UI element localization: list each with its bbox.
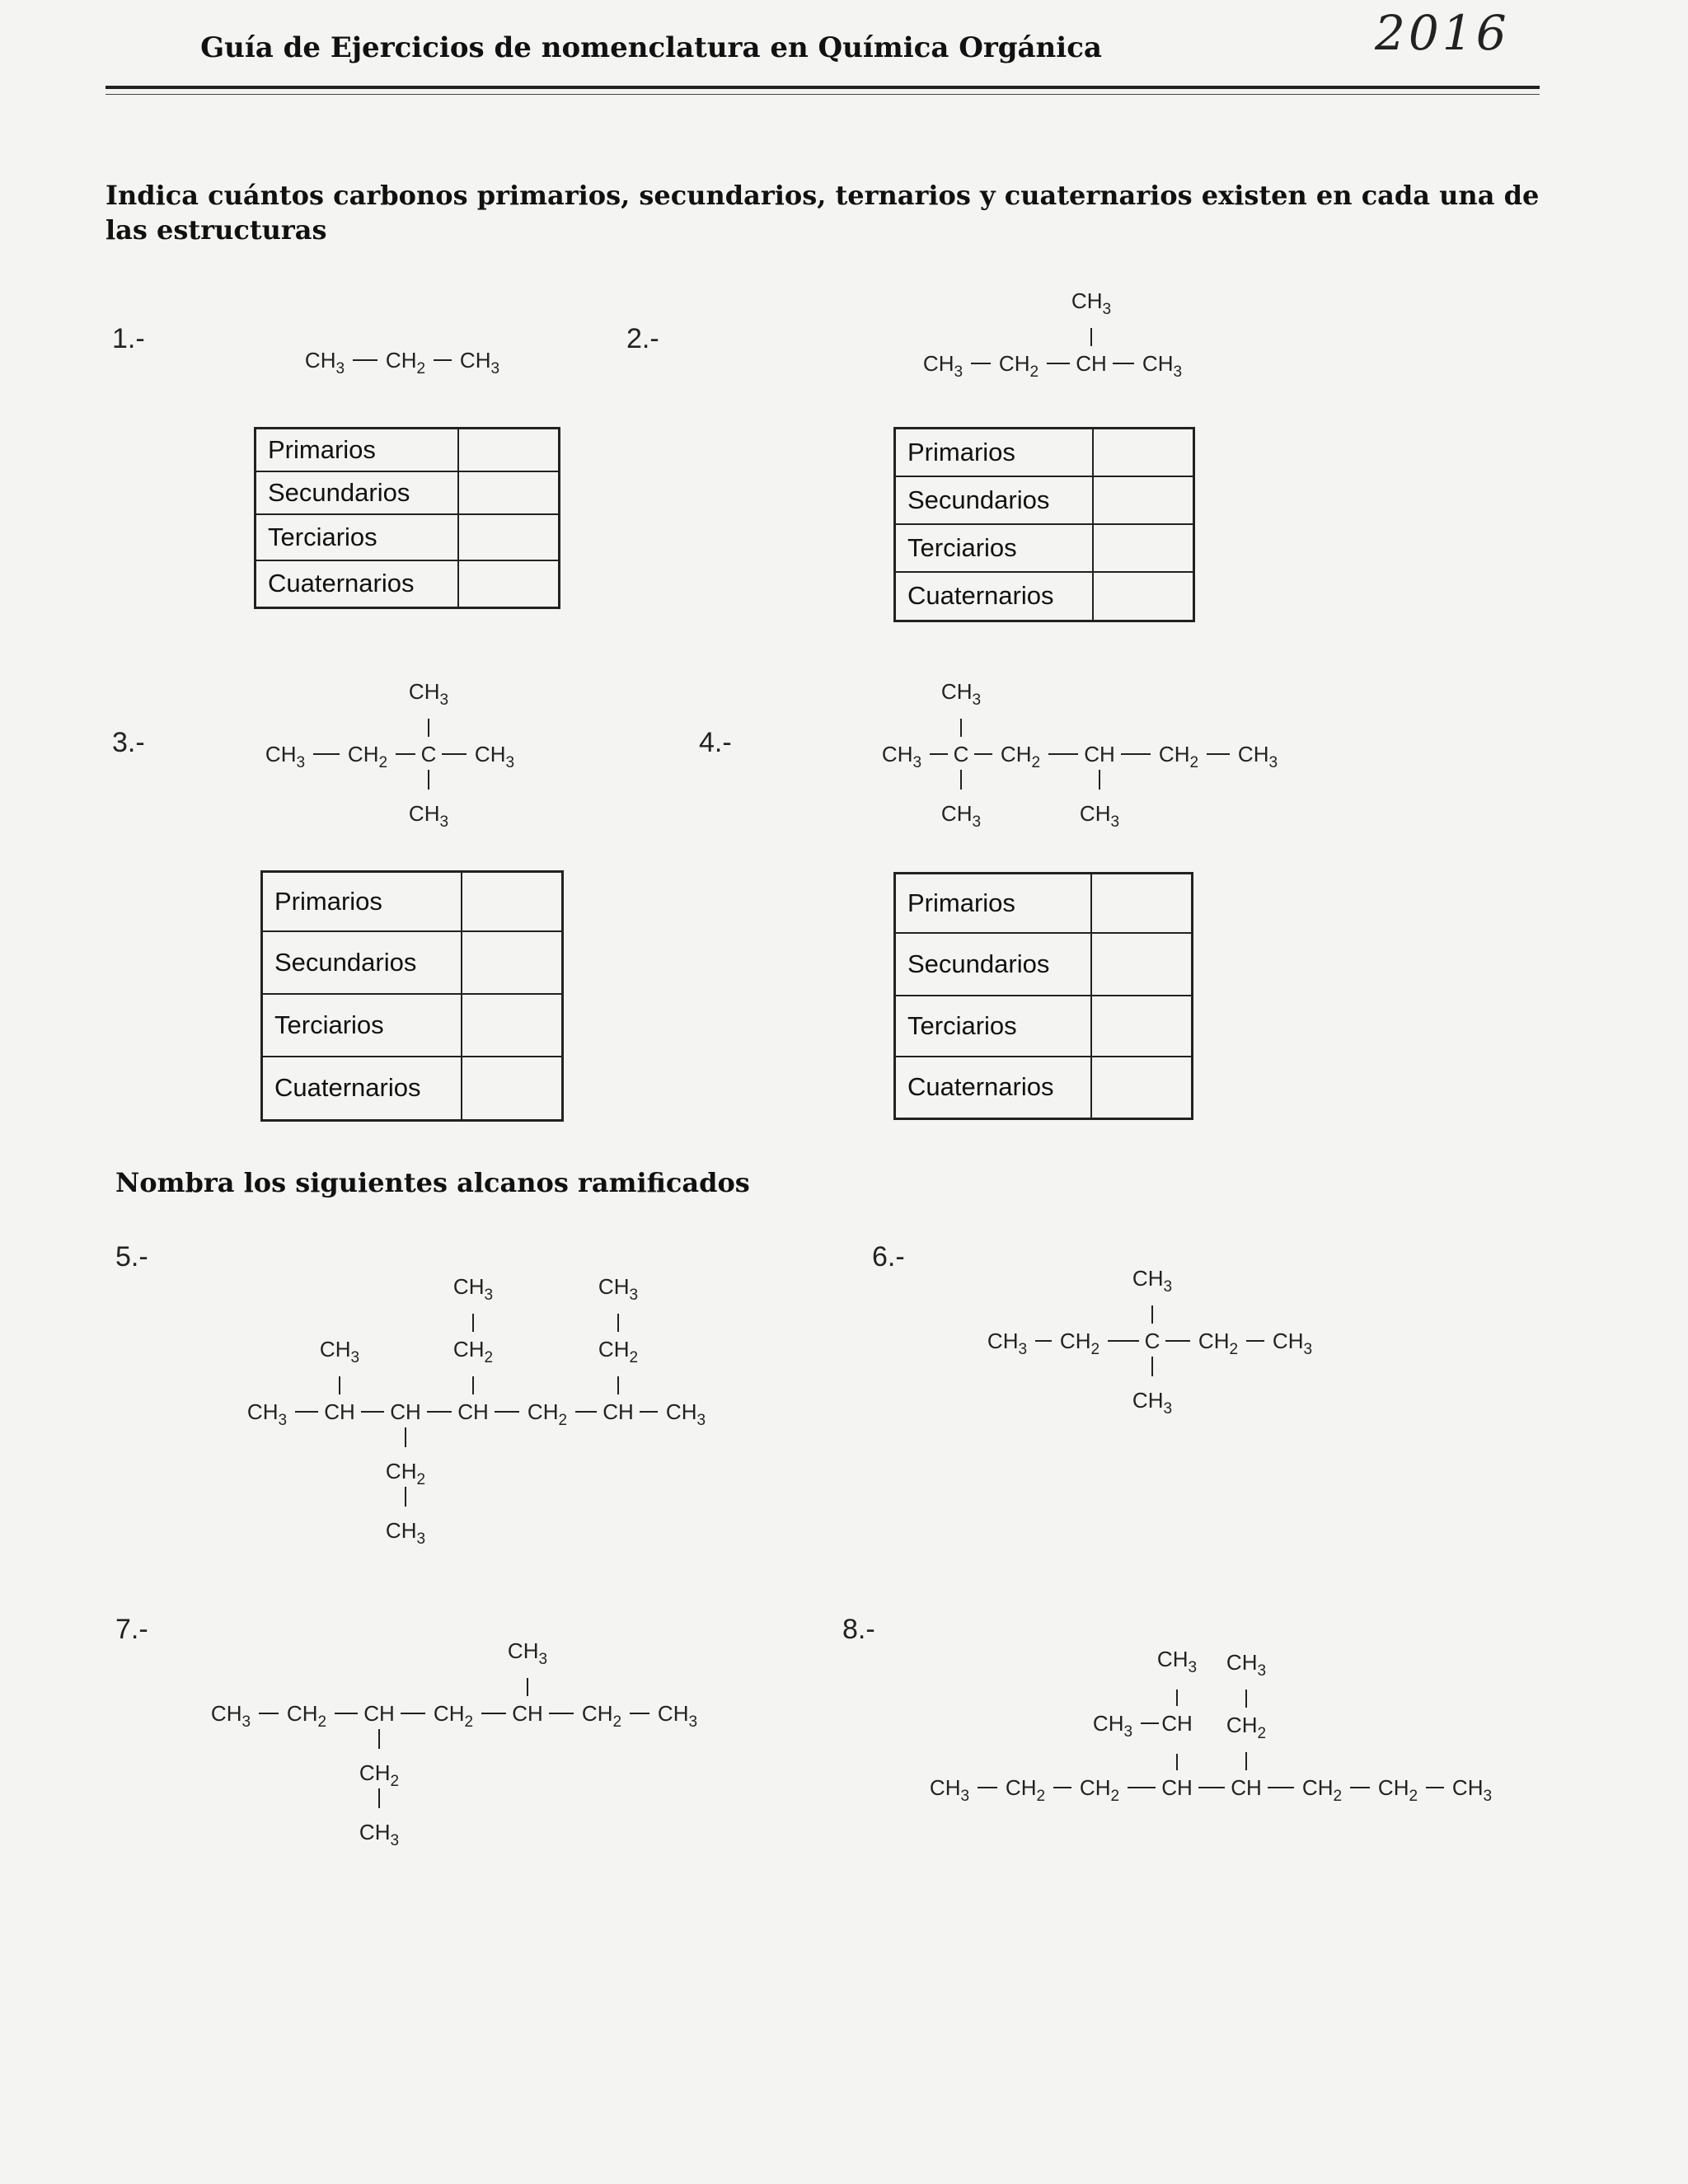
- exercise-number-3: 3.-: [112, 727, 145, 758]
- label-terciarios: Terciarios: [256, 514, 459, 560]
- label-primarios: Primarios: [262, 872, 462, 931]
- label-secundarios: Secundarios: [895, 476, 1094, 524]
- group-ch2: $CH_2$: [1079, 1775, 1120, 1805]
- page-title: Guía de Ejercicios de nomenclatura en Química Orgánica: [200, 31, 1102, 64]
- group-ch3: $CH_3$: [881, 742, 922, 771]
- group-ch: CH: [1084, 742, 1115, 766]
- group-ch: CH: [363, 1701, 395, 1726]
- group-ch3: $CH_3$: [1237, 742, 1278, 771]
- group-ch3: $CH_3$: [940, 801, 982, 831]
- group-ch3: $CH_3$: [940, 679, 982, 709]
- label-primarios: Primarios: [895, 429, 1094, 476]
- group-ch2: $CH_2$: [286, 1701, 327, 1731]
- group-ch3: $CH_3$: [452, 1274, 494, 1304]
- group-ch3: $CH_3$: [1092, 1711, 1133, 1741]
- group-ch3: $CH_3$: [507, 1638, 548, 1668]
- group-ch2: $CH_2$: [1198, 1329, 1239, 1358]
- group-ch: CH: [512, 1701, 543, 1726]
- structure-5: [247, 1274, 706, 1548]
- label-terciarios: Terciarios: [262, 994, 462, 1057]
- section-heading-branched-alkanes: Nombra los siguientes alcanos ramificados: [115, 1167, 750, 1198]
- group-ch3: $CH_3$: [265, 742, 306, 771]
- group-ch3: $CH_3$: [459, 348, 500, 377]
- group-ch: CH: [1161, 1775, 1193, 1800]
- group-ch2: $CH_2$: [452, 1337, 494, 1366]
- label-cuaternarios: Cuaternarios: [895, 572, 1094, 621]
- group-ch3: $CH_3$: [1079, 801, 1120, 831]
- group-ch3: $CH_3$: [474, 742, 515, 771]
- group-ch2: $CH_2$: [385, 1459, 426, 1488]
- group-ch2: $CH_2$: [598, 1337, 639, 1366]
- group-ch3: $CH_3$: [408, 801, 449, 831]
- group-ch3: $CH_3$: [1226, 1650, 1267, 1680]
- group-ch2: $CH_2$: [1059, 1329, 1100, 1358]
- group-ch3: $CH_3$: [408, 679, 449, 709]
- group-ch3: $CH_3$: [665, 1399, 706, 1429]
- group-ch3: $CH_3$: [1142, 351, 1183, 381]
- structure-4: [882, 679, 1278, 831]
- exercise-number-1: 1.-: [112, 323, 145, 354]
- group-ch: CH: [603, 1399, 634, 1424]
- label-primarios: Primarios: [895, 874, 1092, 933]
- structure-2: [923, 288, 1182, 381]
- group-ch: CH: [390, 1399, 421, 1424]
- structure-7: [211, 1638, 697, 1849]
- label-secundarios: Secundarios: [256, 471, 459, 514]
- exercise-number-5: 5.-: [115, 1241, 148, 1272]
- group-ch2: $CH_2$: [581, 1701, 622, 1731]
- group-ch3: $CH_3$: [987, 1329, 1028, 1358]
- structure-8: [930, 1647, 1492, 1805]
- group-ch2: $CH_2$: [385, 348, 426, 377]
- group-ch: CH: [324, 1399, 355, 1424]
- label-primarios: Primarios: [256, 429, 459, 471]
- label-cuaternarios: Cuaternarios: [895, 1057, 1092, 1119]
- group-ch3: $CH_3$: [385, 1518, 426, 1548]
- group-ch3: $CH_3$: [929, 1775, 970, 1805]
- group-c: C: [1144, 1329, 1160, 1353]
- group-ch3: $CH_3$: [1451, 1775, 1493, 1805]
- group-ch3: $CH_3$: [304, 348, 345, 377]
- label-terciarios: Terciarios: [895, 996, 1092, 1057]
- group-ch2: $CH_2$: [527, 1399, 568, 1429]
- group-ch3: $CH_3$: [1272, 1329, 1313, 1358]
- label-cuaternarios: Cuaternarios: [262, 1057, 462, 1121]
- structure-1: [305, 348, 499, 377]
- group-ch3: $CH_3$: [359, 1820, 400, 1849]
- label-secundarios: Secundarios: [262, 931, 462, 994]
- group-ch: CH: [1231, 1775, 1262, 1800]
- group-c: C: [953, 742, 969, 766]
- structure-3: [265, 679, 514, 831]
- group-ch2: $CH_2$: [1226, 1713, 1267, 1742]
- group-ch2: $CH_2$: [1000, 742, 1041, 771]
- group-ch3: $CH_3$: [1071, 288, 1112, 318]
- group-ch3: $CH_3$: [598, 1274, 639, 1304]
- group-ch3: $CH_3$: [1132, 1388, 1173, 1418]
- group-ch2: $CH_2$: [998, 351, 1039, 381]
- group-c: C: [420, 742, 437, 766]
- label-terciarios: Terciarios: [895, 524, 1094, 572]
- exercise-number-8: 8.-: [842, 1614, 875, 1645]
- exercise-number-6: 6.-: [872, 1241, 905, 1272]
- group-ch: CH: [1161, 1711, 1193, 1736]
- label-secundarios: Secundarios: [895, 933, 1092, 996]
- group-ch: CH: [457, 1399, 489, 1424]
- group-ch3: $CH_3$: [246, 1399, 288, 1429]
- exercise-number-2: 2.-: [626, 323, 659, 354]
- group-ch3: $CH_3$: [319, 1337, 360, 1366]
- group-ch: CH: [1076, 351, 1107, 376]
- group-ch2: $CH_2$: [347, 742, 388, 771]
- exercise-number-7: 7.-: [115, 1614, 148, 1645]
- group-ch3: $CH_3$: [1156, 1647, 1198, 1676]
- group-ch2: $CH_2$: [1377, 1775, 1418, 1805]
- group-ch3: $CH_3$: [922, 351, 964, 381]
- structure-6: [987, 1266, 1312, 1418]
- group-ch3: $CH_3$: [1132, 1266, 1173, 1296]
- group-ch2: $CH_2$: [1158, 742, 1199, 771]
- exercise-number-4: 4.-: [699, 727, 732, 758]
- label-cuaternarios: Cuaternarios: [256, 560, 459, 608]
- group-ch3: $CH_3$: [657, 1701, 698, 1731]
- group-ch2: $CH_2$: [1005, 1775, 1046, 1805]
- group-ch3: $CH_3$: [210, 1701, 251, 1731]
- handwritten-year: 2016: [1375, 5, 1510, 61]
- group-ch2: $CH_2$: [1301, 1775, 1343, 1805]
- group-ch2: $CH_2$: [433, 1701, 474, 1731]
- group-ch2: $CH_2$: [359, 1760, 400, 1790]
- section-heading-carbon-types: Indica cuántos carbonos primarios, secundarios, ternarios y cuaternarios existen en cada una de las estructuras: [106, 180, 1540, 246]
